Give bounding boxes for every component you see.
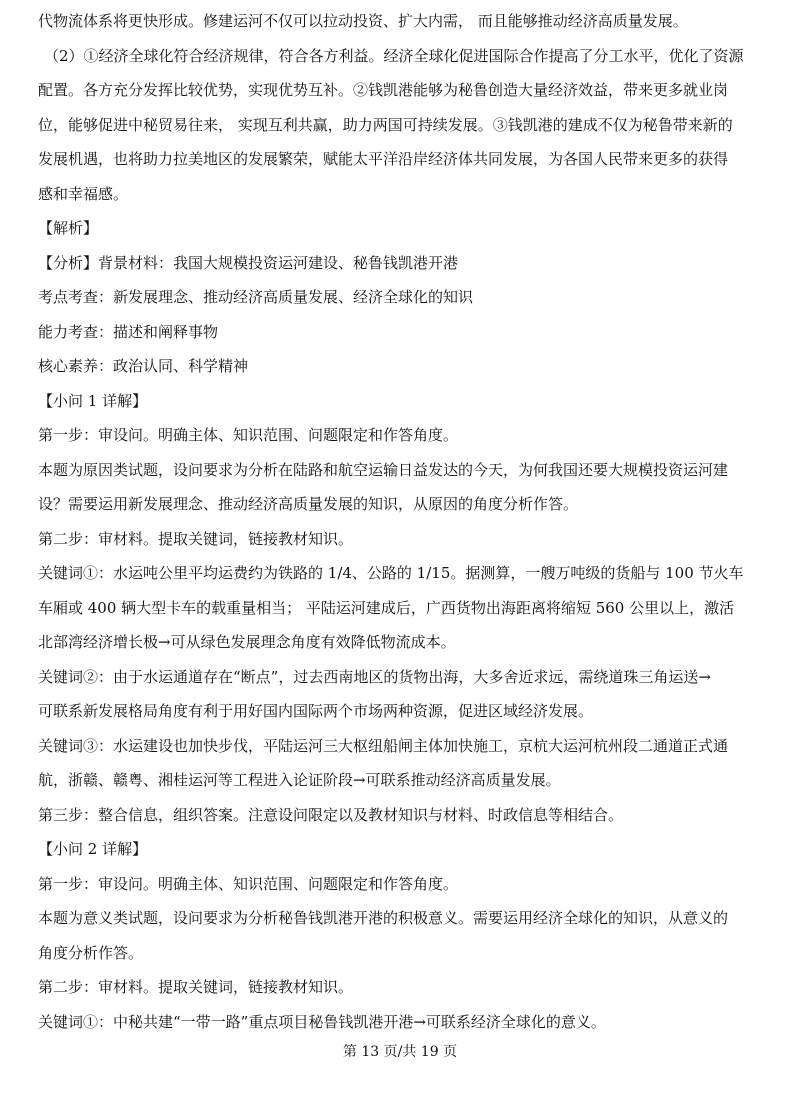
text-line: 第二步：审材料。提取关键词，链接教材知识。 bbox=[38, 978, 354, 996]
text-line: 第一步：审设问。明确主体、知识范围、问题限定和作答角度。 bbox=[38, 426, 459, 444]
document-body bbox=[38, 4, 768, 1039]
text-line: 配置。各方充分发挥比较优势，实现优势互补。②钱凯港能够为秘鲁创造大量经济效益，带来更多就业岗 bbox=[38, 81, 729, 99]
text-line: 代物流体系将更快形成。修建运河不仅可以拉动投资、扩大内需， 而且能够推动经济高质量发展。 bbox=[38, 12, 688, 30]
text-line: 关键词②：由于水运通道存在“断点”，过去西南地区的货物出海，大多舍近求远，需绕道珠三角运送→ bbox=[38, 667, 711, 686]
text-line: 关键词①：中秘共建“一带一路”重点项目秘鲁钱凯港开港→可联系经济全球化的意义。 bbox=[38, 1012, 606, 1031]
section-heading: 【解析】 bbox=[38, 219, 99, 237]
text-line: 车厢或 400 辆大型卡车的载重量相当； 平陆运河建成后，广西货物出海距离将缩短 560 公里以上，激活 bbox=[38, 598, 735, 617]
text-line: 设？需要运用新发展理念、推动经济高质量发展的知识，从原因的角度分析作答。 bbox=[38, 495, 579, 513]
text-line: 核心素养：政治认同、科学精神 bbox=[38, 357, 249, 375]
text-line: 可联系新发展格局角度有利于用好国内国际两个市场两种资源，促进区域经济发展。 bbox=[38, 702, 594, 720]
text-line: 能力考查：描述和阐释事物 bbox=[38, 322, 219, 341]
text-line: 关键词①：水运吨公里平均运费约为铁路的 1/4、公路的 1/15。据测算，一艘万吨级的货船与 100 节火车 bbox=[38, 564, 744, 582]
text-line: 第一步：审设问。明确主体、知识范围、问题限定和作答角度。 bbox=[38, 874, 459, 893]
text-line: 本题为原因类试题，设问要求为分析在陆路和航空运输日益发达的今天，为何我国还要大规模投资运河建 bbox=[38, 460, 729, 479]
text-line: 关键词③：水运建设也加快步伐，平陆运河三大枢纽船闸主体加快施工，京杭大运河杭州段二通道正式通 bbox=[38, 736, 729, 755]
text-line: 航，浙赣、赣粤、湘桂运河等工程进入论证阶段→可联系推动经济高质量发展。 bbox=[38, 771, 561, 789]
section-heading: 【小问 2 详解】 bbox=[38, 840, 148, 858]
text-line: （2）①经济全球化符合经济规律，符合各方利益。经济全球化促进国际合作提高了分工水平，优化了资源 bbox=[44, 46, 744, 65]
text-line: 位，能够促进中秘贸易往来， 实现互利共赢，助力两国可持续发展。③钱凯港的建成不仅为秘鲁带来新的 bbox=[38, 115, 733, 134]
page-number: 第 13 页/共 19 页 bbox=[342, 1044, 458, 1060]
text-line: 考点考查：新发展理念、推动经济高质量发展、经济全球化的知识 bbox=[38, 288, 474, 306]
text-line: 【分析】背景材料：我国大规模投资运河建设、秘鲁钱凯港开港 bbox=[38, 253, 459, 272]
text-line: 第二步：审材料。提取关键词，链接教材知识。 bbox=[38, 529, 354, 548]
text-line: 本题为意义类试题，设问要求为分析秘鲁钱凯港开港的积极意义。需要运用经济全球化的知识，从意义的 bbox=[38, 909, 729, 927]
text-line: 角度分析作答。 bbox=[38, 943, 144, 962]
text-line: 发展机遇，也将助力拉美地区的发展繁荣，赋能太平洋沿岸经济体共同发展，为各国人民带来更多的获得 bbox=[38, 150, 729, 168]
section-heading: 【小问 1 详解】 bbox=[38, 391, 148, 410]
text-line: 北部湾经济增长极→可从绿色发展理念角度有效降低物流成本。 bbox=[38, 633, 456, 651]
text-line: 感和幸福感。 bbox=[38, 184, 129, 203]
text-line: 第三步：整合信息，组织答案。注意设问限定以及教材知识与材料、时政信息等相结合。 bbox=[38, 805, 624, 824]
